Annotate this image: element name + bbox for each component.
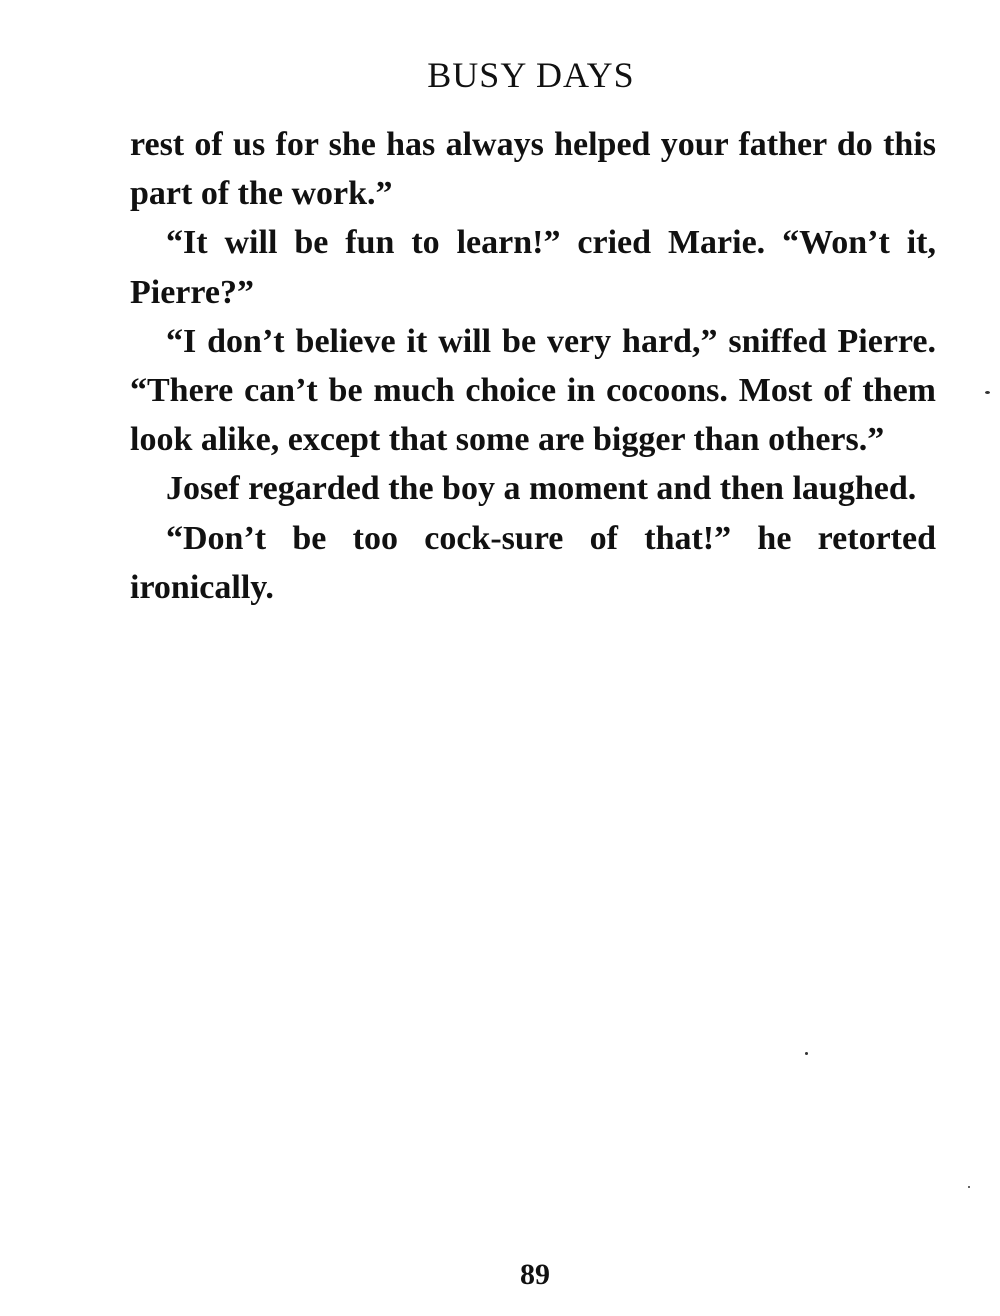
paragraph: “Don’t be too cock-sure of that!” he retorted ironically. bbox=[130, 519, 936, 606]
paragraph: “It will be fun to learn!” cried Marie. “Won’t it, Pierre?” bbox=[130, 224, 936, 311]
body-text bbox=[130, 120, 936, 612]
scan-speck bbox=[805, 1052, 808, 1055]
paragraph: Josef regarded the boy a moment and then laughed. bbox=[166, 470, 917, 508]
paragraph-continuation: rest of us for she has always helped your father do this part of the work.” bbox=[130, 126, 936, 213]
paragraph: “I don’t believe it will be very hard,” sniffed Pierre. “There can’t be much choice in cocoons. Most of them look alike, except that some are bigger than others.” bbox=[130, 322, 936, 459]
page-number: 89 bbox=[520, 1258, 550, 1291]
running-head: BUSY DAYS bbox=[427, 55, 635, 95]
scan-speck bbox=[985, 391, 990, 394]
scan-speck bbox=[968, 1186, 970, 1188]
